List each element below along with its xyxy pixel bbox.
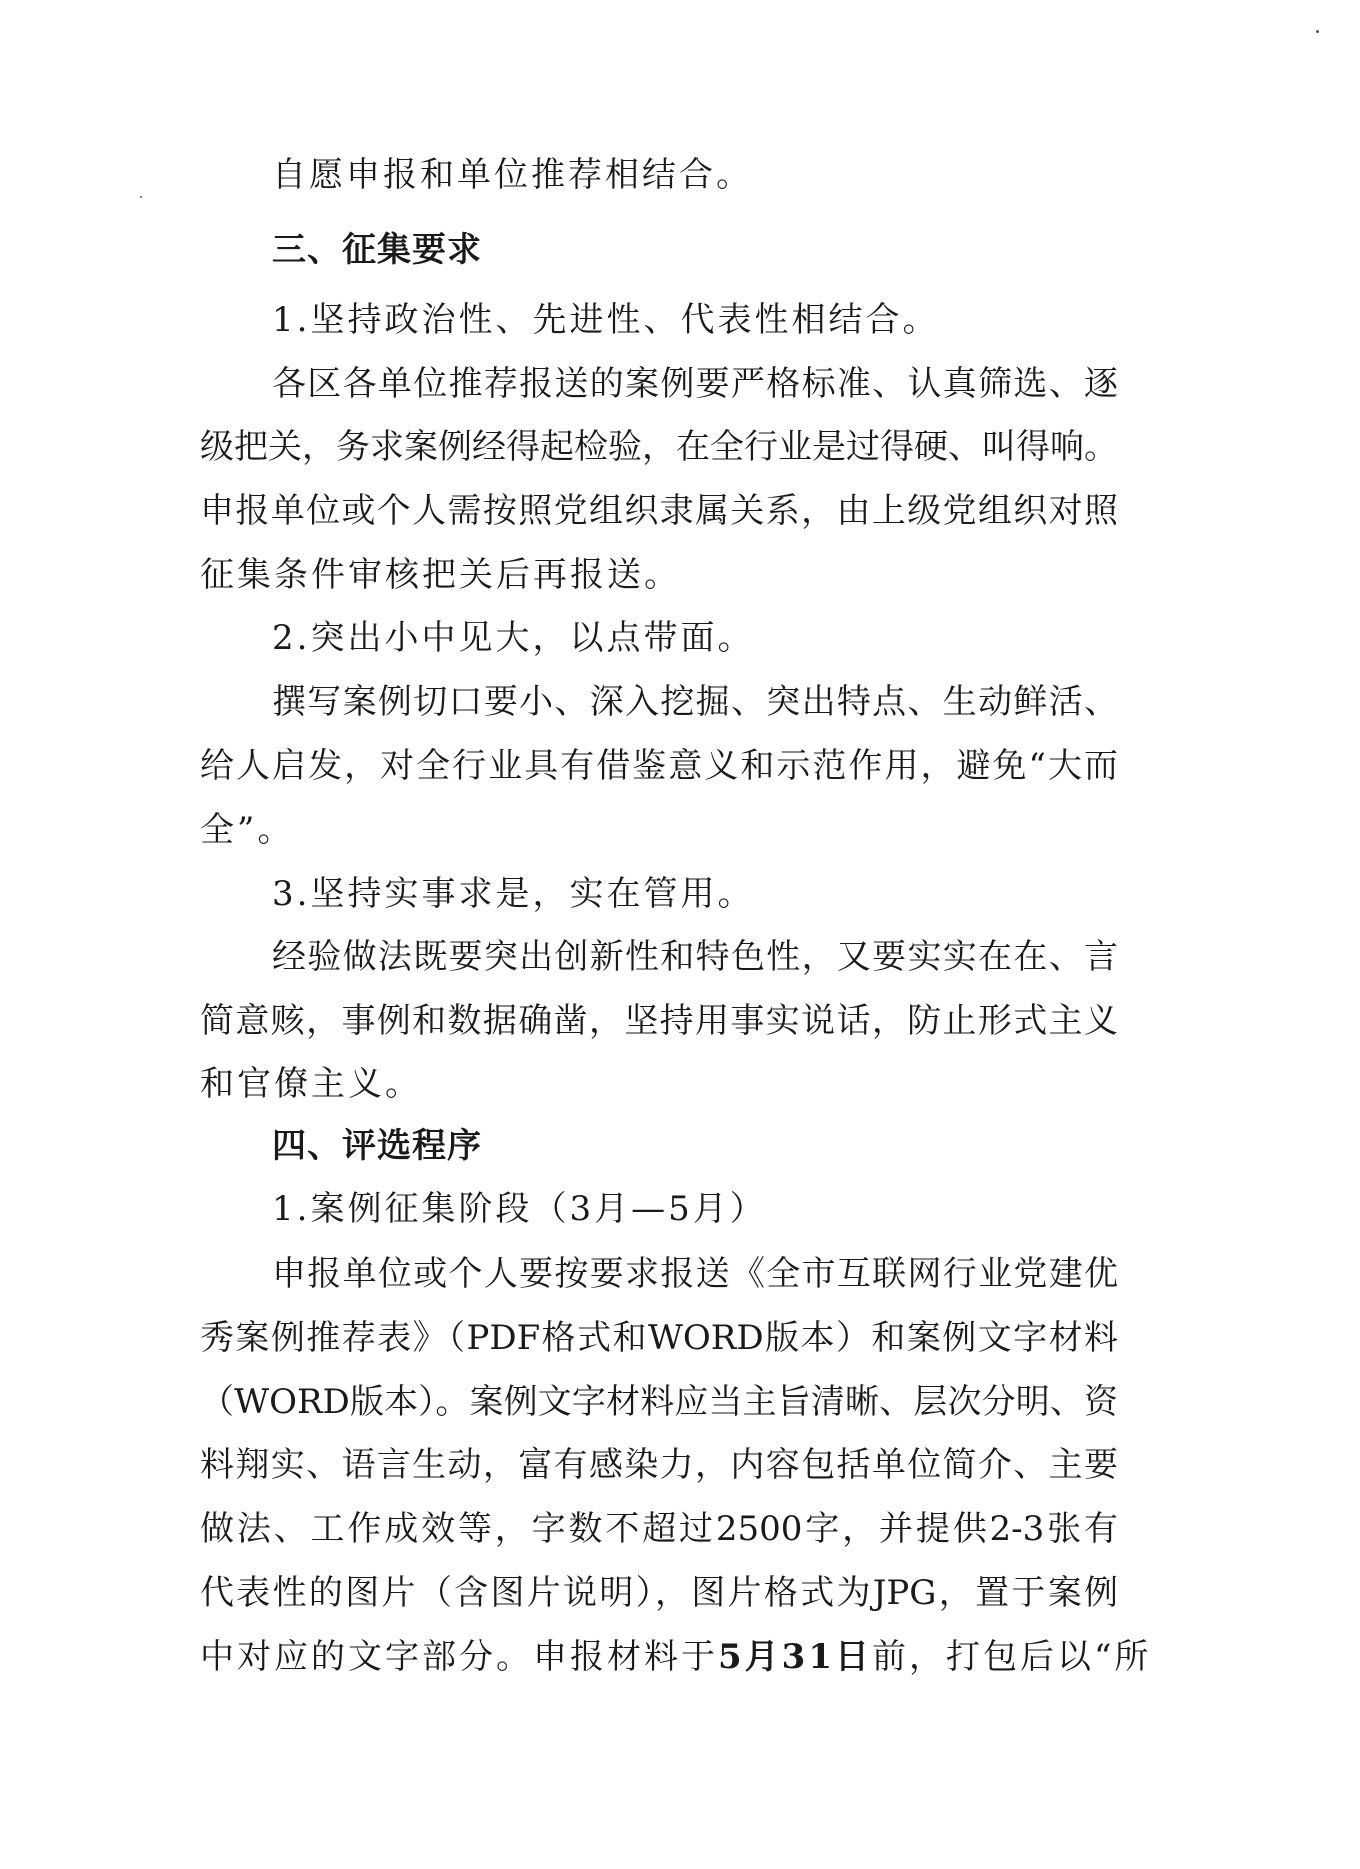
section-heading: 四、评选程序 (272, 1126, 482, 1166)
subheading: 1.坚持政治性、先进性、代表性相结合。 (272, 300, 940, 340)
text-line: （WORD版本）。案例文字材料应当主旨清晰、层次分明、资 (200, 1382, 1118, 1422)
text-line: 征集条件审核把关后再报送。 (200, 555, 681, 595)
text-line: 撰写案例切口要小、深入挖掘、突出特点、生动鲜活、 (272, 682, 1118, 722)
deadline-date: 5月31日 (718, 1637, 872, 1677)
subheading: 1.案例征集阶段（3月—5月） (272, 1189, 767, 1229)
text-line: 级把关，务求案例经得起检验，在全行业是过得硬、叫得响。 (200, 427, 1118, 467)
text-line: 做法、工作成效等，字数不超过2500字，并提供2-3张有 (200, 1509, 1118, 1549)
text-line: 全”。 (200, 810, 295, 850)
text-line: 和官僚主义。 (200, 1064, 422, 1104)
scan-speck (1316, 30, 1319, 33)
subheading: 3.坚持实事求是，实在管用。 (272, 874, 755, 914)
text-line: 代表性的图片（含图片说明），图片格式为JPG，置于案例 (200, 1573, 1118, 1613)
text-line: 申报单位或个人需按照党组织隶属关系，由上级党组织对照 (200, 491, 1118, 531)
text-line: 申报单位或个人要按要求报送《全市互联网行业党建优 (272, 1254, 1118, 1294)
text-line: 各区各单位推荐报送的案例要严格标准、认真筛选、逐 (272, 364, 1118, 404)
text-line: 简意赅，事例和数据确凿，坚持用事实说话，防止形式主义 (200, 1001, 1118, 1041)
text-line-with-date (200, 1635, 1151, 1679)
scan-speck (140, 196, 142, 198)
text-line: 给人启发，对全行业具有借鉴意义和示范作用，避免“大而 (200, 746, 1118, 786)
section-heading: 三、征集要求 (272, 230, 482, 270)
text-fragment: 中对应的文字部分。申报材料于 (200, 1637, 718, 1677)
text-line: 料翔实、语言生动，富有感染力，内容包括单位简介、主要 (200, 1445, 1118, 1485)
text-fragment: 前，打包后以“所 (871, 1637, 1152, 1677)
text-line: 经验做法既要突出创新性和特色性，又要实实在在、言 (272, 937, 1118, 977)
text-line: 自愿申报和单位推荐相结合。 (272, 155, 753, 195)
text-line: 秀案例推荐表》（PDF格式和WORD版本）和案例文字材料 (200, 1318, 1118, 1358)
subheading: 2.突出小中见大，以点带面。 (272, 618, 755, 658)
